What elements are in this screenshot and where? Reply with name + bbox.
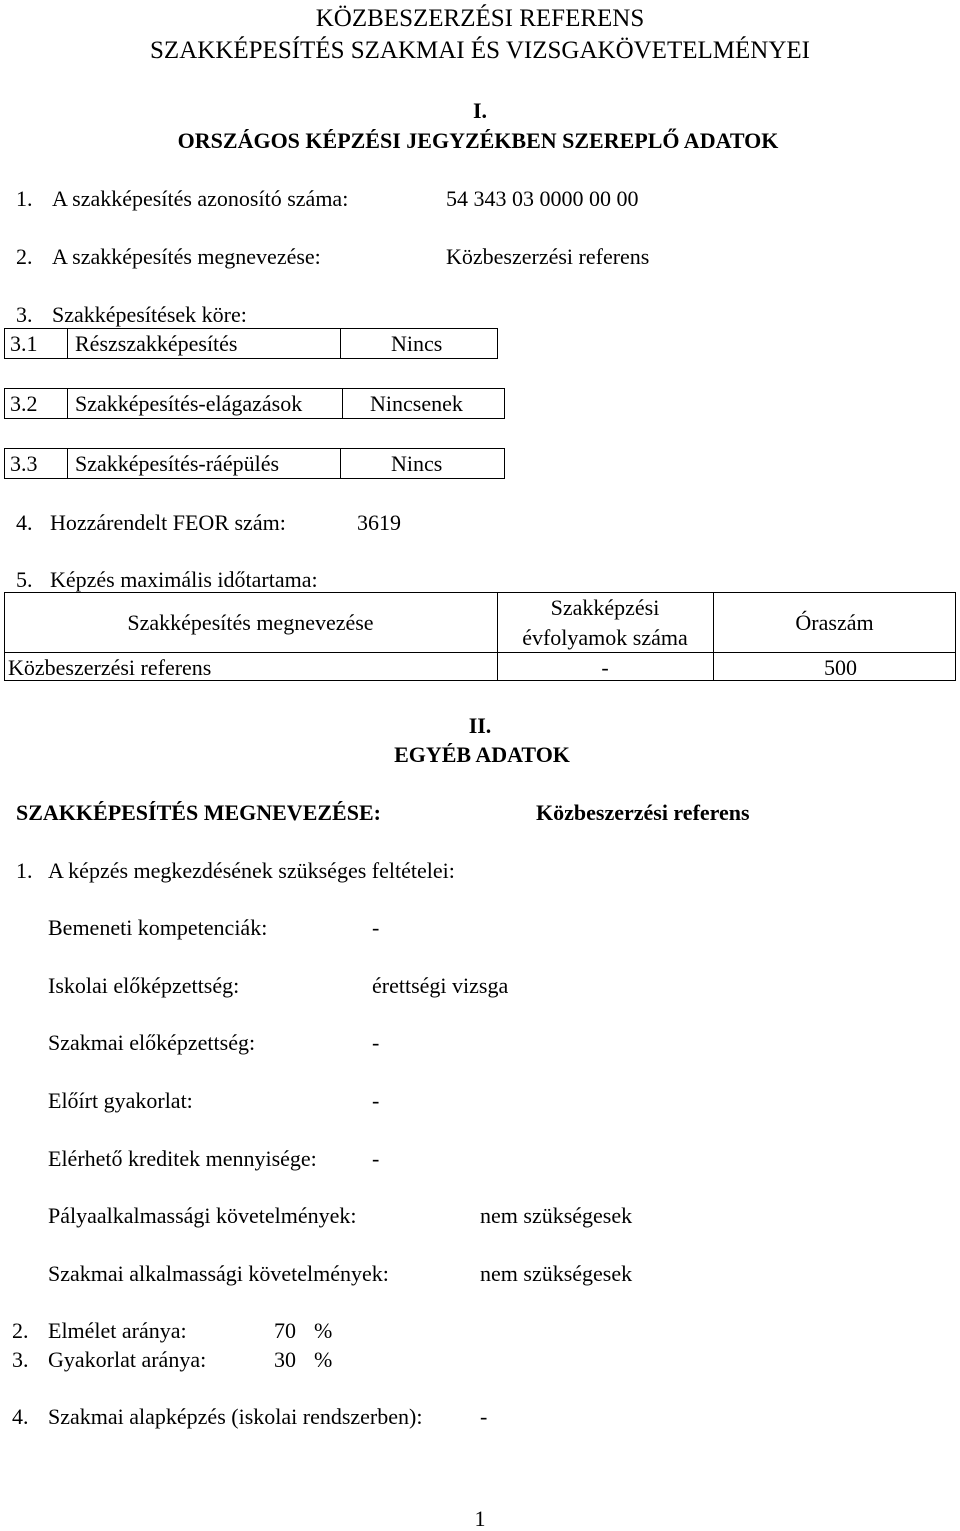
page-number: 1 (474, 1506, 486, 1531)
row-3-3-number: 3.3 (10, 451, 38, 476)
s2-item-2-label: Elmélet aránya: (48, 1318, 187, 1343)
condition-value: - (372, 915, 380, 940)
s2-item-4-number: 4. (12, 1404, 29, 1429)
row-3-1-label: Részszakképesítés (75, 331, 238, 356)
item-1-value: 54 343 03 0000 00 00 (446, 186, 639, 211)
condition-value: nem szükségesek (480, 1203, 633, 1228)
row-divider (340, 328, 341, 359)
table-divider (4, 652, 956, 653)
condition-label: Előírt gyakorlat: (48, 1088, 193, 1113)
table-cell-name: Közbeszerzési referens (8, 655, 212, 680)
item-2-label: A szakképesítés megnevezése: (52, 244, 321, 269)
item-4-number: 4. (16, 510, 33, 535)
s2-item-3-number: 3. (12, 1347, 29, 1372)
s2-item-4-value: - (480, 1404, 488, 1429)
condition-label: Iskolai előképzettség: (48, 973, 240, 998)
table-header-name: Szakképesítés megnevezése (127, 610, 374, 635)
table-header-years-line1: Szakképzési (550, 595, 660, 620)
condition-label: Szakmai előképzettség: (48, 1030, 256, 1055)
row-3-1-value: Nincs (391, 331, 443, 356)
row-divider (67, 448, 68, 479)
condition-value: - (372, 1030, 380, 1055)
item-2-value: Közbeszerzési referens (446, 244, 650, 269)
document-title: KÖZBESZERZÉSI REFERENS (315, 5, 645, 32)
item-3-number: 3. (16, 302, 33, 327)
s2-item-1-number: 1. (16, 858, 33, 883)
condition-value: nem szükségesek (480, 1261, 633, 1286)
s2-item-2-number: 2. (12, 1318, 29, 1343)
s2-item-3-unit: % (314, 1347, 333, 1372)
s2-item-3-value: 30 (274, 1347, 296, 1372)
row-3-2-value: Nincsenek (370, 391, 463, 416)
row-divider (67, 388, 68, 419)
condition-value: - (372, 1146, 380, 1171)
section-1-title: ORSZÁGOS KÉPZÉSI JEGYZÉKBEN SZEREPLŐ ADATOK (177, 128, 779, 153)
condition-value: érettségi vizsga (372, 973, 509, 998)
s2-item-2-unit: % (314, 1318, 333, 1343)
item-3-label: Szakképesítések köre: (52, 302, 247, 327)
condition-label: Szakmai alkalmassági követelmények: (48, 1261, 389, 1286)
item-2-number: 2. (16, 244, 33, 269)
row-3-1-number: 3.1 (10, 331, 38, 356)
s2-item-1-label: A képzés megkezdésének szükséges feltételei: (48, 858, 455, 883)
qualification-name-label: SZAKKÉPESÍTÉS MEGNEVEZÉSE: (16, 800, 381, 825)
item-1-label: A szakképesítés azonosító száma: (52, 186, 349, 211)
item-5-number: 5. (16, 567, 33, 592)
row-divider (67, 328, 68, 359)
row-divider (340, 448, 341, 479)
table-header-years-line2: évfolyamok száma (522, 625, 688, 650)
condition-value: - (372, 1088, 380, 1113)
item-4-value: 3619 (357, 510, 401, 535)
row-3-3-value: Nincs (391, 451, 443, 476)
item-5-label: Képzés maximális időtartama: (50, 567, 318, 592)
row-3-3-label: Szakképesítés-ráépülés (75, 451, 280, 476)
table-cell-hours: 500 (824, 655, 857, 680)
item-4-label: Hozzárendelt FEOR szám: (50, 510, 286, 535)
condition-label: Bemeneti kompetenciák: (48, 915, 268, 940)
section-2-title: EGYÉB ADATOK (394, 742, 570, 767)
qualification-name-value: Közbeszerzési referens (536, 800, 750, 825)
table-header-hours: Óraszám (795, 610, 874, 635)
document-subtitle: SZAKKÉPESÍTÉS SZAKMAI ÉS VIZSGAKÖVETELMÉNYEI (150, 37, 810, 64)
row-3-2-number: 3.2 (10, 391, 38, 416)
s2-item-4-label: Szakmai alapképzés (iskolai rendszerben): (48, 1404, 423, 1429)
condition-label: Elérhető kreditek mennyisége: (48, 1146, 317, 1171)
s2-item-3-label: Gyakorlat aránya: (48, 1347, 207, 1372)
table-cell-years: - (601, 655, 609, 680)
condition-label: Pályaalkalmassági követelmények: (48, 1203, 357, 1228)
section-1-number: I. (472, 98, 488, 123)
item-1-number: 1. (16, 186, 33, 211)
row-divider (342, 388, 343, 419)
s2-item-2-value: 70 (274, 1318, 296, 1343)
section-2-number: II. (468, 713, 492, 738)
row-3-2-label: Szakképesítés-elágazások (75, 391, 303, 416)
